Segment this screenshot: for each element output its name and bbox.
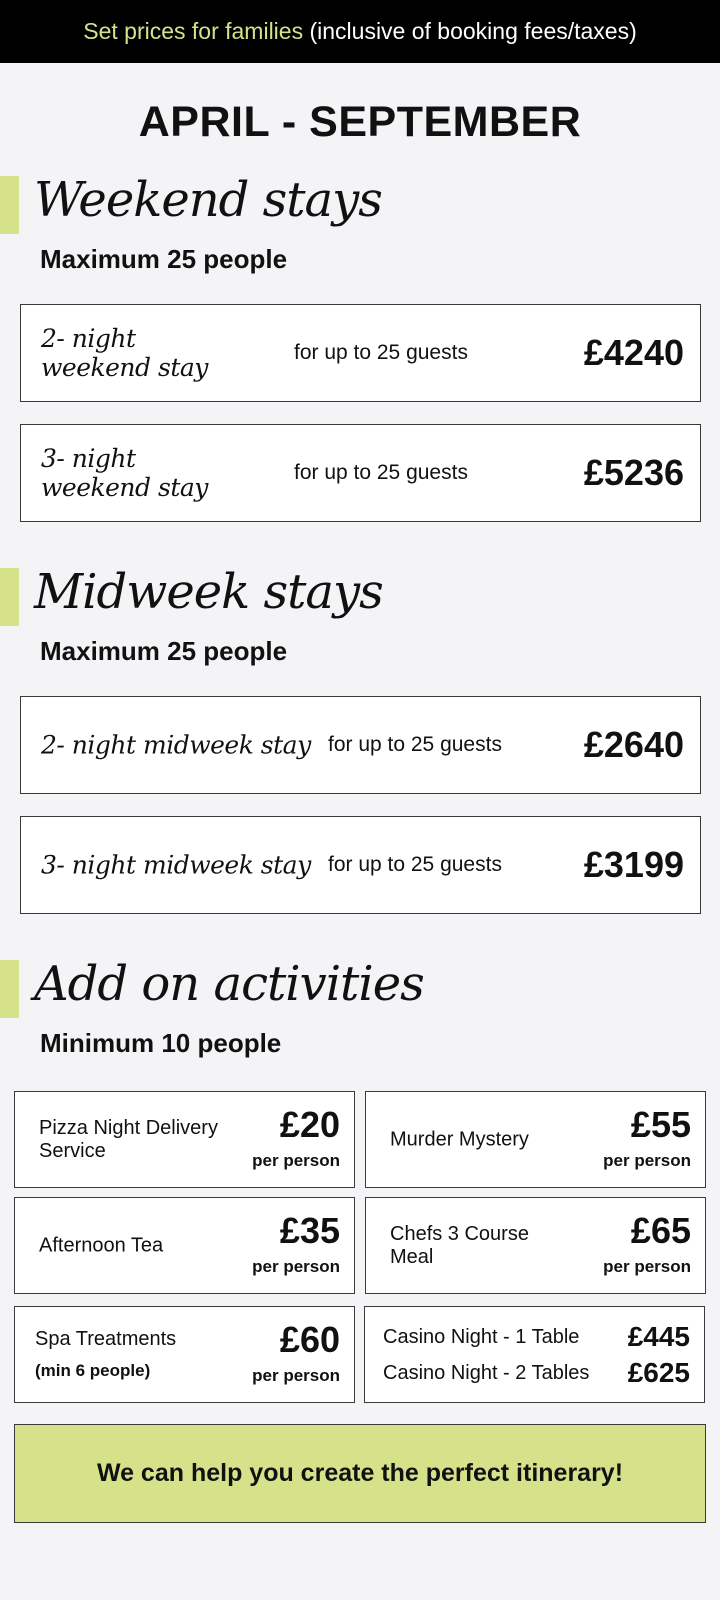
activity-card[interactable]: [365, 1197, 706, 1294]
weekend-subtitle: Maximum 25 people: [40, 244, 288, 274]
header-banner: [0, 0, 720, 63]
casino-row: [383, 1321, 690, 1353]
activity-price: £55: [630, 1104, 691, 1145]
activity-name: Afternoon Tea: [39, 1234, 164, 1256]
itinerary-cta[interactable]: We can help you create the perfect itinerary!: [14, 1424, 706, 1523]
casino-price: £445: [627, 1321, 690, 1352]
stay-price: £2640: [583, 724, 684, 765]
activity-per-person: per person: [252, 1151, 340, 1170]
activity-price: £35: [279, 1210, 340, 1251]
activity-price: £65: [630, 1210, 691, 1251]
activity-name: Pizza Night Delivery Service: [39, 1116, 218, 1162]
activity-price: £20: [279, 1104, 340, 1145]
stay-price: £5236: [583, 452, 684, 493]
activity-name: Chefs 3 Course Meal: [390, 1222, 529, 1268]
activity-card[interactable]: [14, 1306, 355, 1403]
activity-name: Murder Mystery: [390, 1128, 529, 1150]
weekend-accent-bar: [0, 176, 19, 234]
header-rest-text: (inclusive of booking fees/taxes): [303, 18, 637, 44]
midweek-stay-card[interactable]: [20, 696, 701, 794]
activity-per-person: per person: [603, 1151, 691, 1170]
midweek-accent-bar: [0, 568, 19, 626]
stay-price: £4240: [583, 332, 684, 373]
stay-price: £3199: [583, 844, 684, 885]
activities-title: Add on activities: [34, 956, 424, 1012]
stay-name: 3- night weekend stay: [41, 444, 208, 502]
stay-name: 3- night midweek stay: [41, 850, 311, 880]
stay-guests: for up to 25 guests: [294, 341, 468, 364]
midweek-stay-card[interactable]: [20, 816, 701, 914]
stay-guests: for up to 25 guests: [328, 853, 502, 876]
activity-name: Spa Treatments: [35, 1327, 177, 1350]
activity-name-block: [35, 1328, 220, 1382]
activity-price: £60: [279, 1319, 340, 1360]
casino-label: Casino Night - 2 Tables: [383, 1361, 590, 1384]
stay-guests: for up to 25 guests: [294, 461, 468, 484]
stay-name: 2- night weekend stay: [41, 324, 208, 382]
activity-card[interactable]: [14, 1197, 355, 1294]
activity-card[interactable]: [365, 1091, 706, 1188]
season-heading: APRIL - SEPTEMBER: [138, 98, 582, 146]
activity-per-person: per person: [252, 1366, 340, 1385]
casino-price: £625: [627, 1357, 690, 1388]
header-accent-text: Set prices for families: [83, 18, 304, 44]
activity-per-person: per person: [603, 1257, 691, 1276]
activities-subtitle: Minimum 10 people: [40, 1028, 282, 1058]
activity-card[interactable]: [14, 1091, 355, 1188]
weekend-title: Weekend stays: [34, 172, 382, 228]
stay-guests: for up to 25 guests: [328, 733, 502, 756]
weekend-stay-card[interactable]: [20, 424, 701, 522]
casino-card[interactable]: [364, 1306, 705, 1403]
midweek-subtitle: Maximum 25 people: [40, 636, 288, 666]
stay-name: 2- night midweek stay: [41, 730, 311, 760]
midweek-title: Midweek stays: [34, 564, 383, 620]
casino-row: [383, 1357, 690, 1389]
activity-note: (min 6 people): [35, 1360, 151, 1380]
activity-per-person: per person: [252, 1257, 340, 1276]
casino-label: Casino Night - 1 Table: [383, 1325, 580, 1348]
weekend-stay-card[interactable]: [20, 304, 701, 402]
activities-accent-bar: [0, 960, 19, 1018]
